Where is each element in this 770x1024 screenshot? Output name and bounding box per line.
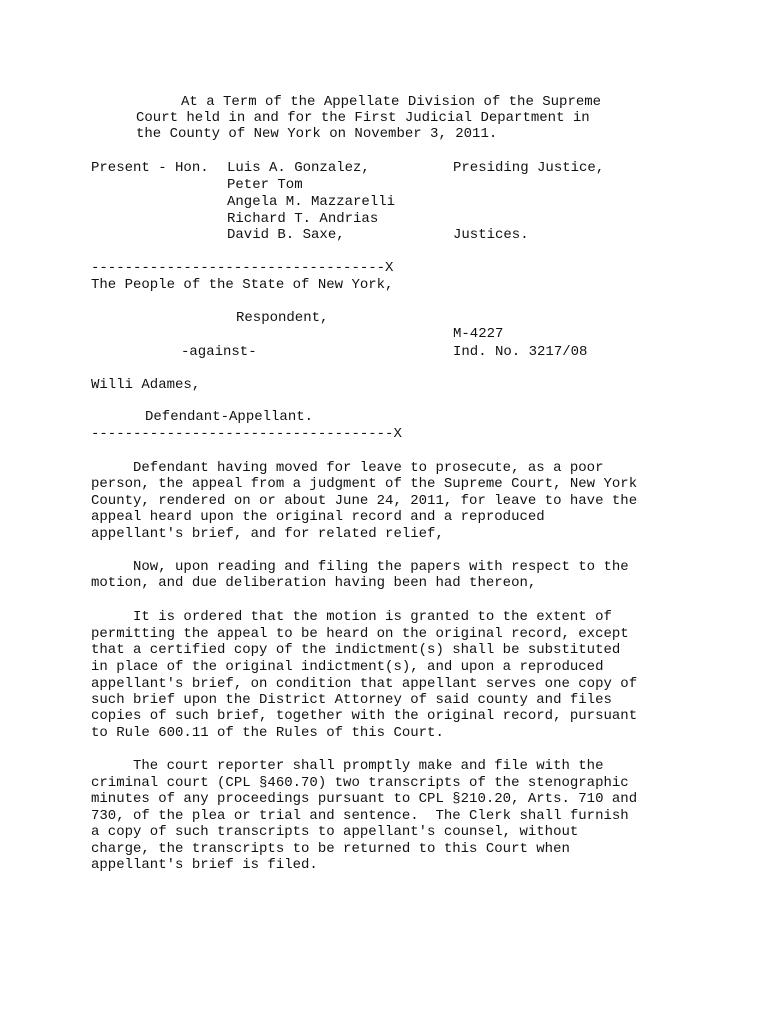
- justice-name: Peter Tom: [227, 177, 303, 193]
- caption-rule-bottom: ------------------------------------X: [91, 426, 402, 442]
- body-line: Now, upon reading and filing the papers with respect to the: [91, 559, 629, 575]
- role-appellant: Defendant-Appellant.: [145, 409, 314, 425]
- body-line: motion, and due deliberation having been had thereon,: [91, 575, 537, 591]
- justices-role: Justices.: [453, 227, 529, 243]
- body-line: The court reporter shall promptly make and file with the: [91, 758, 604, 774]
- body-line: permitting the appeal to be heard on the original record, except: [91, 626, 629, 642]
- body-line: minutes of any proceedings pursuant to CPL §210.20, Arts. 710 and: [91, 791, 638, 807]
- indictment-number: Ind. No. 3217/08: [453, 344, 588, 360]
- body-line: person, the appeal from a judgment of the Supreme Court, New York: [91, 476, 638, 492]
- heading-line-3: the County of New York on November 3, 2011.: [136, 126, 498, 142]
- body-line: appellant's brief is filed.: [91, 857, 318, 873]
- justice-name: Angela M. Mazzarelli: [227, 194, 396, 210]
- heading-line-2: Court held in and for the First Judicial Department in: [136, 110, 590, 126]
- caption-rule-top: -----------------------------------X: [91, 260, 394, 276]
- justice-name: Richard T. Andrias: [227, 211, 379, 227]
- body-line: such brief upon the District Attorney of said county and files: [91, 692, 612, 708]
- against-label: -against-: [181, 344, 257, 360]
- present-prefix: Present - Hon.: [91, 160, 209, 176]
- justice-name: David B. Saxe,: [227, 227, 345, 243]
- justice-name: Luis A. Gonzalez,: [227, 160, 370, 176]
- party-respondent: The People of the State of New York,: [91, 277, 394, 293]
- presiding-role: Presiding Justice,: [453, 160, 605, 176]
- body-line: that a certified copy of the indictment(s) shall be substituted: [91, 642, 621, 658]
- party-appellant: Willi Adames,: [91, 377, 201, 393]
- motion-number: M-4227: [453, 326, 504, 342]
- body-line: appellant's brief, on condition that appellant serves one copy of: [91, 676, 638, 692]
- body-line: to Rule 600.11 of the Rules of this Court.: [91, 725, 444, 741]
- role-respondent: Respondent,: [236, 310, 329, 326]
- heading-line-1: At a Term of the Appellate Division of the Supreme: [181, 94, 602, 110]
- body-line: 730, of the plea or trial and sentence. The Clerk shall furnish: [91, 808, 629, 824]
- body-line: in place of the original indictment(s), and upon a reproduced: [91, 659, 604, 675]
- body-line: a copy of such transcripts to appellant's counsel, without: [91, 824, 579, 840]
- body-line: appeal heard upon the original record and a reproduced: [91, 509, 545, 525]
- body-line: Defendant having moved for leave to prosecute, as a poor: [91, 460, 604, 476]
- body-line: County, rendered on or about June 24, 2011, for leave to have the: [91, 493, 638, 509]
- body-line: criminal court (CPL §460.70) two transcripts of the stenographic: [91, 775, 629, 791]
- body-line: It is ordered that the motion is granted to the extent of: [91, 609, 612, 625]
- body-line: appellant's brief, and for related relief,: [91, 526, 444, 542]
- body-line: copies of such brief, together with the original record, pursuant: [91, 708, 638, 724]
- body-line: charge, the transcripts to be returned to this Court when: [91, 841, 570, 857]
